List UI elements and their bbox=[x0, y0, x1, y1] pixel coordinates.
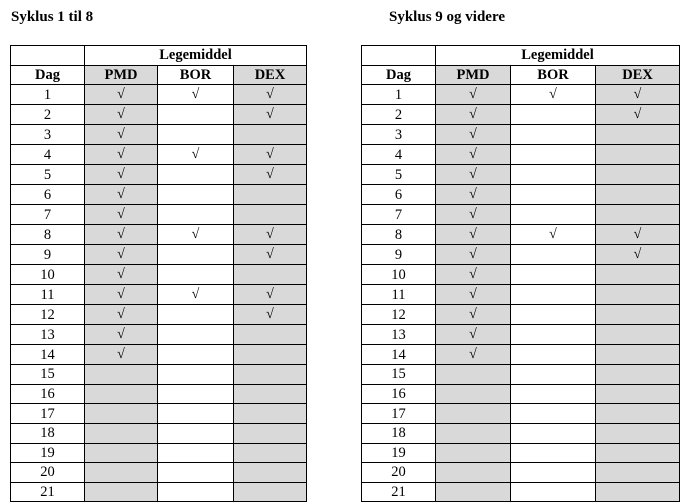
check-mark-icon: √ bbox=[469, 167, 477, 183]
pmd-cell bbox=[436, 225, 511, 245]
pmd-cell bbox=[85, 125, 158, 145]
dex-cell bbox=[234, 185, 307, 205]
pmd-cell bbox=[85, 225, 158, 245]
table-row bbox=[362, 145, 680, 165]
check-mark-icon: √ bbox=[266, 87, 274, 103]
bor-cell bbox=[158, 345, 234, 365]
bor-cell bbox=[511, 423, 596, 443]
pmd-cell bbox=[436, 165, 511, 185]
check-mark-icon: √ bbox=[266, 227, 274, 243]
dex-cell bbox=[234, 105, 307, 125]
empty-corner-cell bbox=[11, 46, 85, 66]
day-cell: 10 bbox=[11, 265, 85, 285]
table-row bbox=[11, 185, 307, 205]
check-mark-icon: √ bbox=[191, 87, 200, 103]
check-mark-icon: √ bbox=[117, 167, 125, 183]
check-mark-icon: √ bbox=[266, 247, 274, 263]
check-mark-icon: √ bbox=[469, 207, 477, 223]
dex-cell bbox=[234, 345, 307, 365]
dex-cell bbox=[596, 185, 680, 205]
table-row bbox=[11, 305, 307, 325]
pmd-cell bbox=[85, 205, 158, 225]
dex-cell bbox=[596, 285, 680, 305]
pmd-cell bbox=[85, 185, 158, 205]
pmd-cell bbox=[436, 285, 511, 305]
bor-cell bbox=[158, 285, 234, 305]
pmd-cell bbox=[436, 205, 511, 225]
bor-cell bbox=[511, 443, 596, 463]
bor-cell bbox=[158, 105, 234, 125]
check-mark-icon: √ bbox=[469, 247, 477, 263]
pmd-cell bbox=[436, 365, 511, 385]
column-header-bor: BOR bbox=[158, 65, 234, 85]
check-mark-icon: √ bbox=[469, 87, 477, 103]
column-header-row bbox=[362, 65, 680, 85]
dex-cell bbox=[596, 265, 680, 285]
dex-cell bbox=[234, 325, 307, 345]
check-mark-icon: √ bbox=[117, 307, 125, 323]
day-cell: 7 bbox=[362, 205, 436, 225]
check-mark-icon: √ bbox=[633, 227, 642, 243]
dex-cell bbox=[596, 404, 680, 424]
table-row bbox=[362, 105, 680, 125]
group-header-row bbox=[362, 46, 680, 66]
pmd-cell bbox=[436, 245, 511, 265]
check-mark-icon: √ bbox=[266, 167, 274, 183]
bor-cell bbox=[158, 85, 234, 105]
check-mark-icon: √ bbox=[191, 147, 200, 163]
table-row bbox=[11, 245, 307, 265]
day-cell: 2 bbox=[11, 105, 85, 125]
pmd-cell bbox=[436, 305, 511, 325]
table-row bbox=[11, 125, 307, 145]
table-row bbox=[362, 305, 680, 325]
pmd-cell bbox=[436, 423, 511, 443]
dex-cell bbox=[234, 205, 307, 225]
day-cell: 14 bbox=[362, 345, 436, 365]
day-cell: 21 bbox=[362, 482, 436, 502]
day-cell: 11 bbox=[362, 285, 436, 305]
check-mark-icon: √ bbox=[117, 147, 125, 163]
bor-cell bbox=[511, 205, 596, 225]
check-mark-icon: √ bbox=[117, 267, 125, 283]
dex-cell bbox=[234, 482, 307, 502]
dex-cell bbox=[234, 285, 307, 305]
dex-cell bbox=[596, 365, 680, 385]
table-row bbox=[11, 365, 307, 385]
bor-cell bbox=[158, 245, 234, 265]
pmd-cell bbox=[85, 285, 158, 305]
pmd-cell bbox=[436, 145, 511, 165]
bor-cell bbox=[511, 105, 596, 125]
table-row bbox=[362, 345, 680, 365]
bor-cell bbox=[511, 384, 596, 404]
bor-cell bbox=[158, 482, 234, 502]
bor-cell bbox=[511, 85, 596, 105]
table-row bbox=[362, 165, 680, 185]
heading-cycles-9-onwards: Syklus 9 og videre bbox=[389, 9, 505, 25]
dex-cell bbox=[234, 225, 307, 245]
column-header-pmd: PMD bbox=[436, 65, 511, 85]
day-cell: 6 bbox=[362, 185, 436, 205]
dosing-table-cycles-1-to-8 bbox=[10, 45, 307, 502]
pmd-cell bbox=[436, 85, 511, 105]
check-mark-icon: √ bbox=[117, 187, 125, 203]
table-row bbox=[11, 85, 307, 105]
day-cell: 2 bbox=[362, 105, 436, 125]
column-header-row bbox=[11, 65, 307, 85]
bor-cell bbox=[158, 185, 234, 205]
check-mark-icon: √ bbox=[469, 307, 477, 323]
check-mark-icon: √ bbox=[117, 227, 125, 243]
table-row bbox=[11, 443, 307, 463]
check-mark-icon: √ bbox=[117, 207, 125, 223]
check-mark-icon: √ bbox=[469, 287, 477, 303]
pmd-cell bbox=[436, 482, 511, 502]
group-header-row bbox=[11, 46, 307, 66]
table-row bbox=[11, 205, 307, 225]
day-cell: 18 bbox=[11, 423, 85, 443]
pmd-cell bbox=[85, 105, 158, 125]
check-mark-icon: √ bbox=[117, 127, 125, 143]
bor-cell bbox=[158, 165, 234, 185]
check-mark-icon: √ bbox=[469, 227, 477, 243]
check-mark-icon: √ bbox=[469, 187, 477, 203]
dex-cell bbox=[596, 105, 680, 125]
day-cell: 21 bbox=[11, 482, 85, 502]
day-cell: 12 bbox=[362, 305, 436, 325]
dex-cell bbox=[596, 305, 680, 325]
table-row bbox=[11, 482, 307, 502]
bor-cell bbox=[511, 245, 596, 265]
day-cell: 16 bbox=[362, 384, 436, 404]
column-header-dex: DEX bbox=[596, 65, 680, 85]
dex-cell bbox=[234, 165, 307, 185]
check-mark-icon: √ bbox=[633, 247, 642, 263]
bor-cell bbox=[158, 225, 234, 245]
day-cell: 4 bbox=[11, 145, 85, 165]
day-cell: 5 bbox=[11, 165, 85, 185]
day-cell: 17 bbox=[11, 404, 85, 424]
dex-cell bbox=[596, 245, 680, 265]
check-mark-icon: √ bbox=[266, 107, 274, 123]
bor-cell bbox=[158, 125, 234, 145]
day-cell: 10 bbox=[362, 265, 436, 285]
table-row bbox=[362, 245, 680, 265]
bor-cell bbox=[511, 345, 596, 365]
dex-cell bbox=[596, 205, 680, 225]
dex-cell bbox=[234, 245, 307, 265]
dex-cell bbox=[234, 265, 307, 285]
pmd-cell bbox=[85, 305, 158, 325]
pmd-cell bbox=[85, 325, 158, 345]
dex-cell bbox=[234, 443, 307, 463]
pmd-cell bbox=[436, 345, 511, 365]
day-cell: 8 bbox=[362, 225, 436, 245]
bor-cell bbox=[158, 365, 234, 385]
pmd-cell bbox=[436, 185, 511, 205]
pmd-cell bbox=[436, 443, 511, 463]
table-row bbox=[11, 145, 307, 165]
table-row bbox=[362, 125, 680, 145]
pmd-cell bbox=[436, 384, 511, 404]
table-row bbox=[11, 345, 307, 365]
dex-cell bbox=[234, 85, 307, 105]
dex-cell bbox=[234, 384, 307, 404]
table-row bbox=[362, 185, 680, 205]
dex-cell bbox=[234, 305, 307, 325]
pmd-cell bbox=[85, 443, 158, 463]
day-cell: 3 bbox=[362, 125, 436, 145]
bor-cell bbox=[511, 365, 596, 385]
bor-cell bbox=[158, 443, 234, 463]
bor-cell bbox=[158, 305, 234, 325]
pmd-cell bbox=[85, 404, 158, 424]
bor-cell bbox=[158, 205, 234, 225]
table-row bbox=[362, 85, 680, 105]
pmd-cell bbox=[436, 125, 511, 145]
column-header-dex: DEX bbox=[234, 65, 307, 85]
day-cell: 14 bbox=[11, 345, 85, 365]
table-row bbox=[11, 285, 307, 305]
table-row bbox=[11, 165, 307, 185]
day-cell: 6 bbox=[11, 185, 85, 205]
bor-cell bbox=[158, 423, 234, 443]
table-row bbox=[362, 285, 680, 305]
pmd-cell bbox=[85, 345, 158, 365]
group-header-drug: Legemiddel bbox=[85, 46, 307, 66]
check-mark-icon: √ bbox=[549, 87, 557, 103]
table-row bbox=[11, 265, 307, 285]
table-row bbox=[11, 105, 307, 125]
day-cell: 13 bbox=[362, 325, 436, 345]
check-mark-icon: √ bbox=[633, 107, 642, 123]
check-mark-icon: √ bbox=[117, 347, 125, 363]
bor-cell bbox=[158, 463, 234, 483]
day-cell: 13 bbox=[11, 325, 85, 345]
day-cell: 8 bbox=[11, 225, 85, 245]
bor-cell bbox=[158, 325, 234, 345]
day-cell: 4 bbox=[362, 145, 436, 165]
table-row bbox=[362, 423, 680, 443]
check-mark-icon: √ bbox=[191, 227, 200, 243]
check-mark-icon: √ bbox=[469, 127, 477, 143]
day-cell: 18 bbox=[362, 423, 436, 443]
table-row bbox=[11, 423, 307, 443]
day-cell: 1 bbox=[11, 85, 85, 105]
pmd-cell bbox=[436, 404, 511, 424]
bor-cell bbox=[511, 404, 596, 424]
dex-cell bbox=[234, 365, 307, 385]
bor-cell bbox=[511, 305, 596, 325]
table-row bbox=[362, 265, 680, 285]
day-cell: 12 bbox=[11, 305, 85, 325]
table-row bbox=[11, 325, 307, 345]
bor-cell bbox=[511, 185, 596, 205]
group-header-drug: Legemiddel bbox=[436, 46, 680, 66]
bor-cell bbox=[158, 384, 234, 404]
bor-cell bbox=[511, 463, 596, 483]
dex-cell bbox=[596, 384, 680, 404]
bor-cell bbox=[511, 145, 596, 165]
bor-cell bbox=[158, 265, 234, 285]
day-cell: 5 bbox=[362, 165, 436, 185]
table-row bbox=[362, 225, 680, 245]
bor-cell bbox=[511, 165, 596, 185]
check-mark-icon: √ bbox=[117, 107, 125, 123]
pmd-cell bbox=[436, 463, 511, 483]
table-row bbox=[11, 225, 307, 245]
day-cell: 9 bbox=[362, 245, 436, 265]
bor-cell bbox=[511, 265, 596, 285]
table-row bbox=[362, 463, 680, 483]
dex-cell bbox=[596, 423, 680, 443]
dex-cell bbox=[596, 165, 680, 185]
check-mark-icon: √ bbox=[266, 287, 274, 303]
dex-cell bbox=[234, 125, 307, 145]
day-cell: 15 bbox=[11, 365, 85, 385]
dex-cell bbox=[596, 463, 680, 483]
dex-cell bbox=[596, 145, 680, 165]
bor-cell bbox=[511, 125, 596, 145]
pmd-cell bbox=[85, 384, 158, 404]
check-mark-icon: √ bbox=[469, 107, 477, 123]
column-header-day: Dag bbox=[11, 65, 85, 85]
dex-cell bbox=[596, 443, 680, 463]
pmd-cell bbox=[85, 245, 158, 265]
check-mark-icon: √ bbox=[469, 327, 477, 343]
table-row bbox=[362, 325, 680, 345]
day-cell: 16 bbox=[11, 384, 85, 404]
day-cell: 9 bbox=[11, 245, 85, 265]
heading-cycles-1-to-8: Syklus 1 til 8 bbox=[11, 9, 94, 25]
check-mark-icon: √ bbox=[117, 247, 125, 263]
dex-cell bbox=[596, 482, 680, 502]
pmd-cell bbox=[436, 105, 511, 125]
day-cell: 17 bbox=[362, 404, 436, 424]
table-row bbox=[362, 205, 680, 225]
dex-cell bbox=[596, 345, 680, 365]
dex-cell bbox=[234, 423, 307, 443]
pmd-cell bbox=[85, 165, 158, 185]
pmd-cell bbox=[436, 325, 511, 345]
bor-cell bbox=[511, 482, 596, 502]
check-mark-icon: √ bbox=[117, 327, 125, 343]
check-mark-icon: √ bbox=[469, 147, 477, 163]
day-cell: 20 bbox=[11, 463, 85, 483]
check-mark-icon: √ bbox=[549, 227, 557, 243]
pmd-cell bbox=[85, 423, 158, 443]
table-row bbox=[11, 384, 307, 404]
day-cell: 20 bbox=[362, 463, 436, 483]
day-cell: 19 bbox=[11, 443, 85, 463]
pmd-cell bbox=[85, 85, 158, 105]
column-header-bor: BOR bbox=[511, 65, 596, 85]
column-header-pmd: PMD bbox=[85, 65, 158, 85]
check-mark-icon: √ bbox=[266, 147, 274, 163]
check-mark-icon: √ bbox=[469, 267, 477, 283]
check-mark-icon: √ bbox=[266, 307, 274, 323]
pmd-cell bbox=[85, 265, 158, 285]
table-row bbox=[362, 384, 680, 404]
day-cell: 15 bbox=[362, 365, 436, 385]
dex-cell bbox=[596, 325, 680, 345]
dex-cell bbox=[596, 125, 680, 145]
table-row bbox=[11, 463, 307, 483]
dex-cell bbox=[234, 145, 307, 165]
pmd-cell bbox=[85, 365, 158, 385]
day-cell: 1 bbox=[362, 85, 436, 105]
bor-cell bbox=[511, 285, 596, 305]
table-row bbox=[362, 365, 680, 385]
table-row bbox=[362, 482, 680, 502]
bor-cell bbox=[511, 225, 596, 245]
bor-cell bbox=[158, 145, 234, 165]
pmd-cell bbox=[85, 482, 158, 502]
table-row bbox=[362, 404, 680, 424]
pmd-cell bbox=[85, 145, 158, 165]
empty-corner-cell bbox=[362, 46, 436, 66]
dex-cell bbox=[234, 404, 307, 424]
column-header-day: Dag bbox=[362, 65, 436, 85]
check-mark-icon: √ bbox=[633, 87, 642, 103]
table-row bbox=[362, 443, 680, 463]
dex-cell bbox=[234, 463, 307, 483]
day-cell: 19 bbox=[362, 443, 436, 463]
dosing-table-cycles-9-onwards bbox=[361, 45, 680, 502]
day-cell: 7 bbox=[11, 205, 85, 225]
table-row bbox=[11, 404, 307, 424]
day-cell: 3 bbox=[11, 125, 85, 145]
bor-cell bbox=[158, 404, 234, 424]
check-mark-icon: √ bbox=[469, 347, 477, 363]
bor-cell bbox=[511, 325, 596, 345]
dex-cell bbox=[596, 85, 680, 105]
check-mark-icon: √ bbox=[117, 287, 125, 303]
pmd-cell bbox=[436, 265, 511, 285]
pmd-cell bbox=[85, 463, 158, 483]
check-mark-icon: √ bbox=[117, 87, 125, 103]
day-cell: 11 bbox=[11, 285, 85, 305]
dex-cell bbox=[596, 225, 680, 245]
check-mark-icon: √ bbox=[191, 287, 200, 303]
